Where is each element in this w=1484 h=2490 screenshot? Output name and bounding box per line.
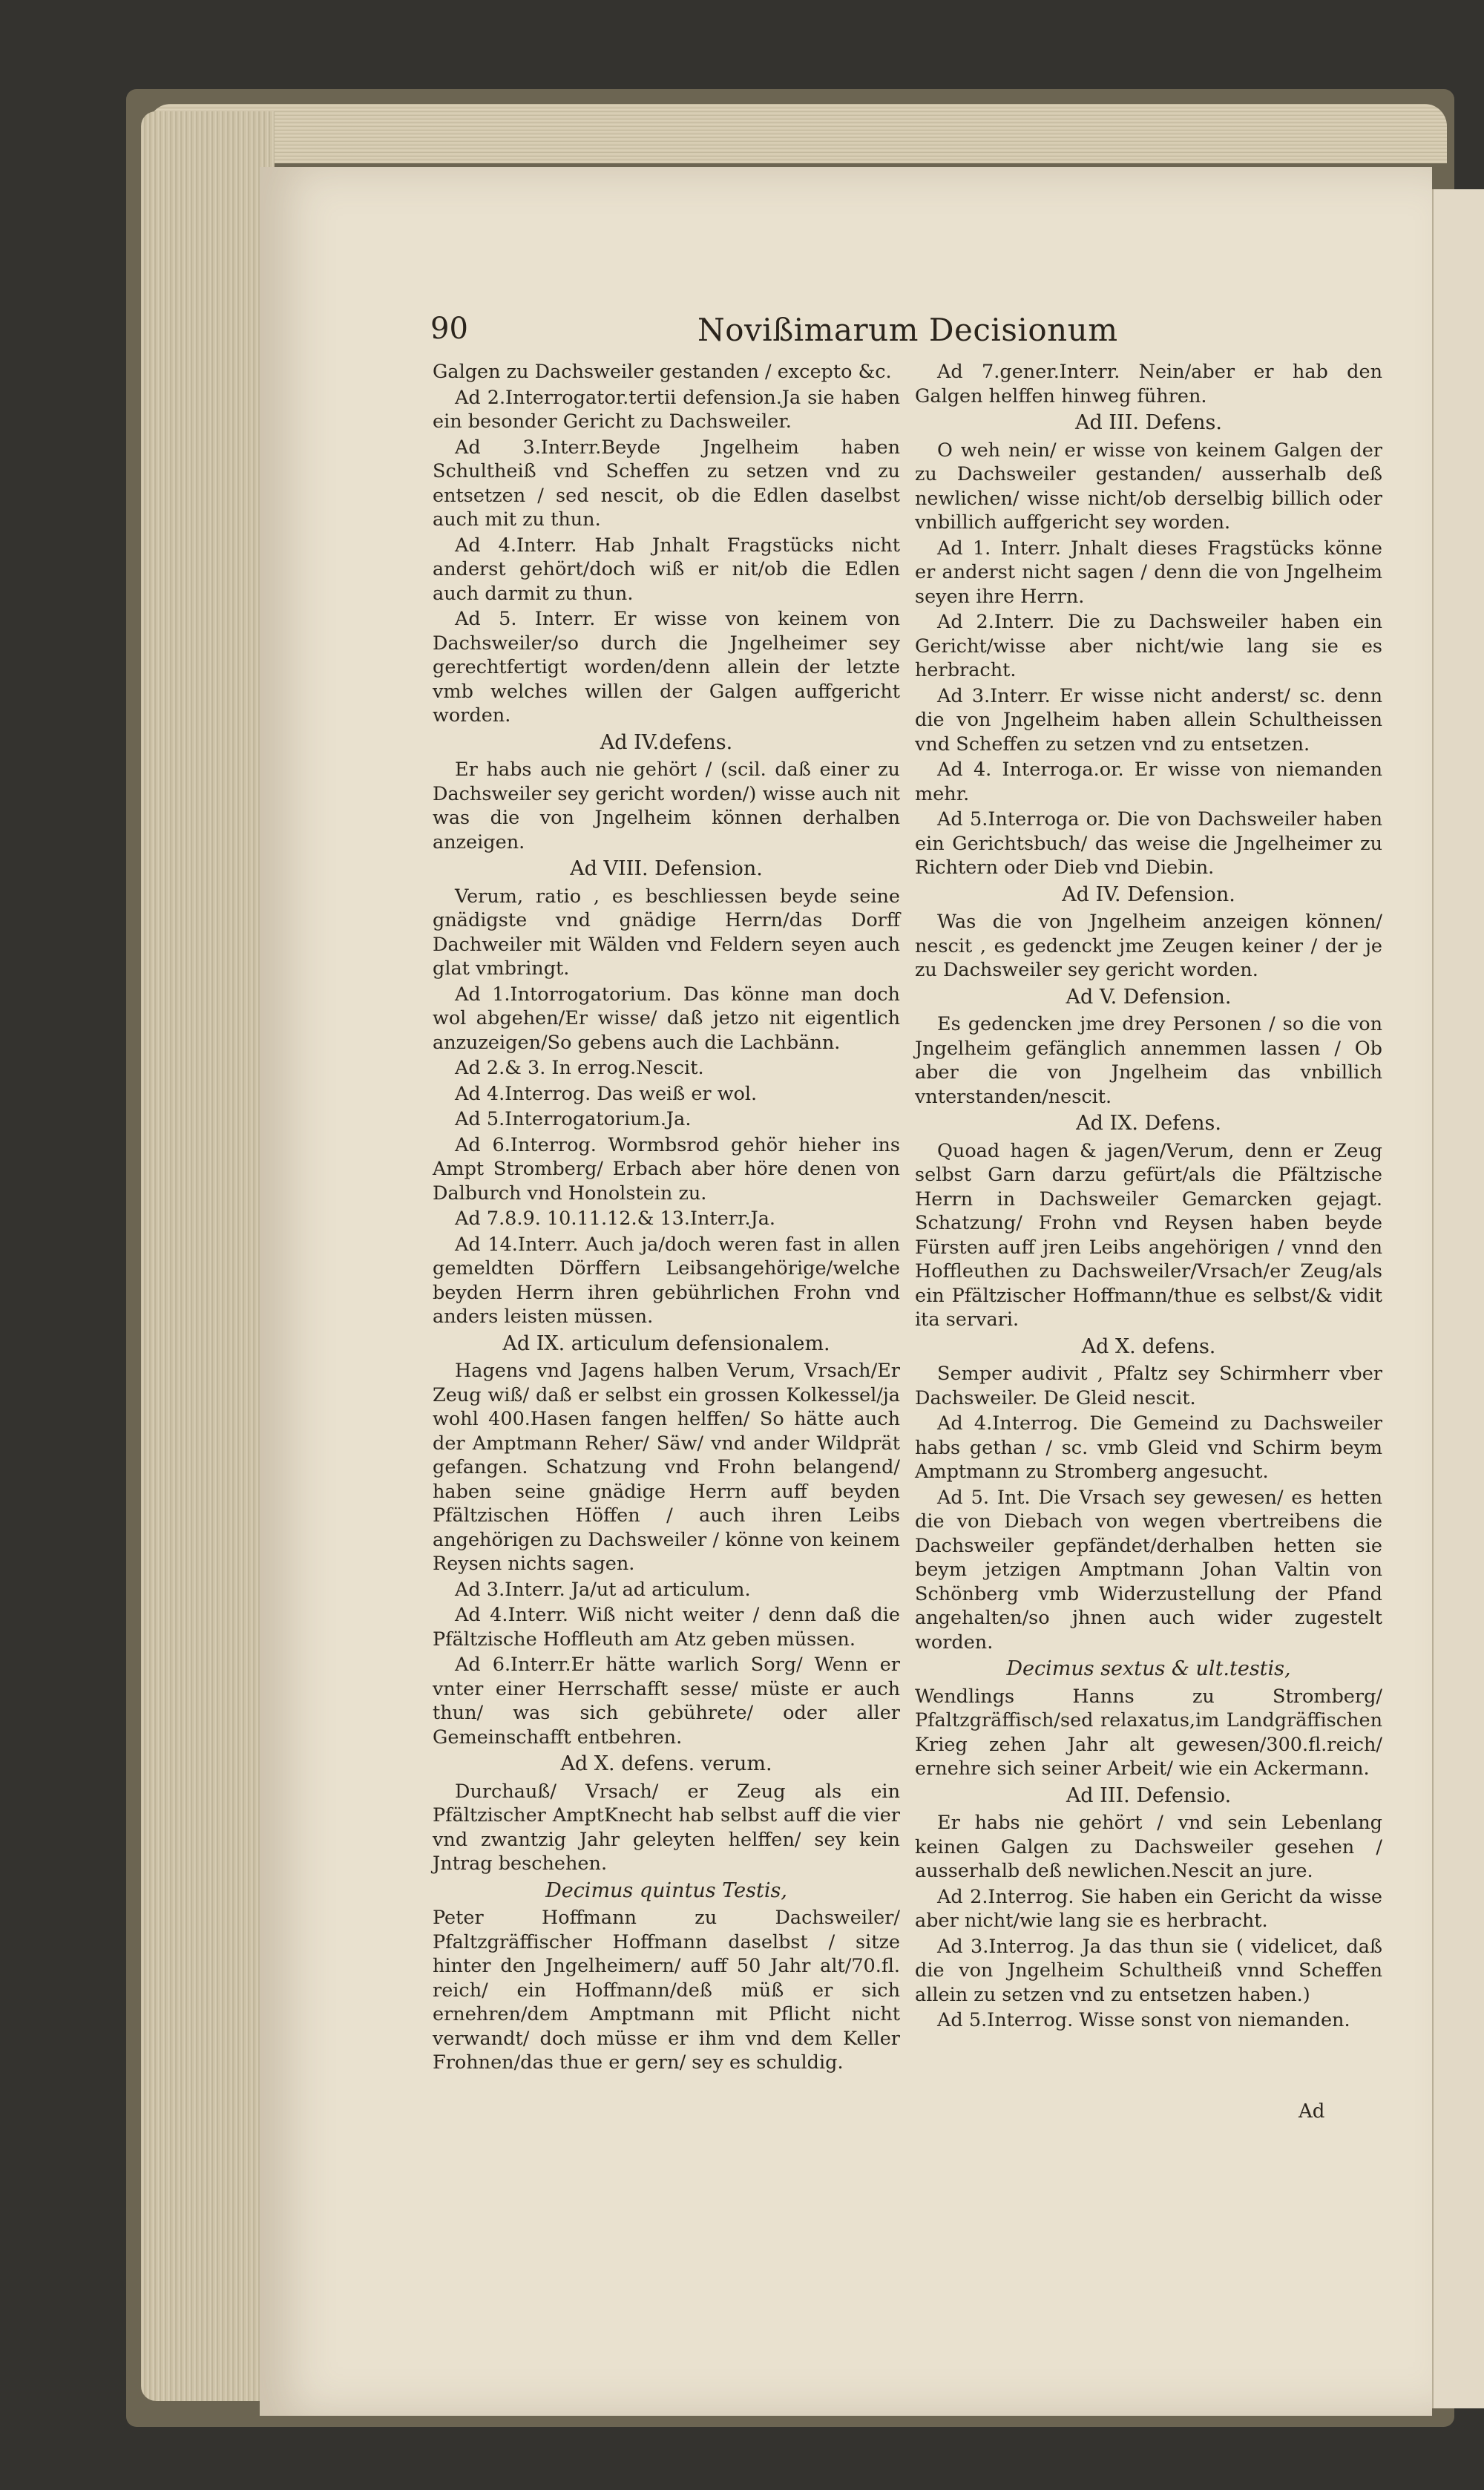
text-paragraph: Er habs auch nie gehört / (scil. daß einer zu Dachsweiler sey gericht worden/) wisse auch nit was die von Jngelheim können derhalben anzeigen. bbox=[433, 759, 900, 854]
text-paragraph: Quoad hagen & jagen/Verum, denn er Zeug selbst Garn darzu gefürt/als die Pfältzische Herrn in Dachsweiler Gemarcken gejagt. Schatzung/ Frohn vnd Reysen haben beyde Fürsten auff jren Leibs angehörigen / vnnd den Hoffleuthen zu Dachsweiler/Vrsach/er Zeug/als ein Pfältzischer Hoffmann/thue es selbst/& vidit ita servari. bbox=[915, 1139, 1382, 1331]
text-paragraph: Ad 4.Interrog. Die Gemeind zu Dachsweiler habs gethan / sc. vmb Gleid vnd Schirm beym Amptmann zu Stromberg angesucht. bbox=[915, 1412, 1382, 1483]
text-paragraph: Er habs nie gehört / vnd sein Lebenlang keinen Galgen zu Dachsweiler gesehen / ausserhalb deß newlichen.Nescit an jure. bbox=[915, 1812, 1382, 1882]
text-paragraph: Durchauß/ Vrsach/ er Zeug als ein Pfältzischer AmptKnecht hab selbst auff die vier vnd zwantzig Jahr geleyten helffen/ sey kein Jntrag beschehen. bbox=[433, 1780, 900, 1875]
text-paragraph: Ad 2.Interr. Die zu Dachsweiler haben ein Gericht/wisse aber nicht/wie lang sie es herbracht. bbox=[915, 611, 1382, 681]
section-heading: Ad IX. Defens. bbox=[1076, 1112, 1221, 1135]
text-paragraph: Ad 2.Interrog. Sie haben ein Gericht da wisse aber nicht/wie lang sie es herbracht. bbox=[915, 1885, 1382, 1932]
text-paragraph: Hagens vnd Jagens halben Verum, Vrsach/Er Zeug wiß/ daß er selbst ein grossen Kolkessel/ja wohl 400.Hasen fangen helffen/ So hätte auch der Amptmann Reher/ Säw/ vnd ander Wildprät gefangen. Schatzung vnd Frohn belangend/ haben seine gnädige Herrn auff beyden Pfältzischen Höffen / auch ihren Leibs angehörigen zu Dachsweiler / könne von keinem Reysen nichts sagen. bbox=[433, 1360, 900, 1575]
text-paragraph: Ad 6.Interr.Er hätte warlich Sorg/ Wenn er vnter einer Herrschafft sesse/ müste er auch thun/ was sich gebührete/ oder aller Gemeinschafft entbehren. bbox=[433, 1654, 900, 1749]
text-paragraph: Ad 14.Interr. Auch ja/doch weren fast in allen gemeldten Dörffern Leibsangehörige/welche beyden Herrn ihren gebührlichen Frohn vnd anders leisten müssen. bbox=[433, 1233, 900, 1328]
text-paragraph: Ad 3.Interr. Er wisse nicht anderst/ sc. denn die von Jngelheim haben allein Schultheissen vnd Scheffen zu setzen vnd zu entsetzen. bbox=[915, 684, 1382, 756]
section-heading: Ad III. Defens. bbox=[1075, 411, 1222, 434]
page-stack-top bbox=[148, 104, 1447, 163]
text-paragraph: Ad 5. Int. Die Vrsach sey gewesen/ es hetten die von Diebach von wegen vbertreibens die Dachsweiler gepfändet/derhalben hetten sie beym jetzigen Amptmann Johan Valtin von Schönberg vmb Widerzustellung der Pfand angehalten/so jhnen auch wider zugestelt worden. bbox=[915, 1486, 1382, 1654]
text-paragraph: Ad 6.Interrog. Wormbsrod gehör hieher ins Ampt Stromberg/ Erbach aber höre denen von Dalburch vnd Honolstein zu. bbox=[433, 1133, 900, 1205]
section-heading: Ad IV. Defension. bbox=[1062, 882, 1235, 906]
page-header bbox=[430, 312, 1395, 364]
text-paragraph: Ad 7.8.9. 10.11.12.& 13.Interr.Ja. bbox=[455, 1208, 776, 1230]
section-heading: Ad V. Defension. bbox=[1066, 985, 1232, 1009]
text-paragraph: Semper audivit , Pfaltz sey Schirmherr vber Dachsweiler. De Gleid nescit. bbox=[915, 1363, 1382, 1409]
right-text-column bbox=[915, 360, 1382, 2034]
text-paragraph: Ad 5. Interr. Er wisse von keinem von Dachsweiler/so durch die Jngelheimer sey gerechtfertigt worden/denn allein der letzte vmb welches willen der Galgen auffgericht worden. bbox=[433, 608, 900, 727]
text-paragraph: Was die von Jngelheim anzeigen können/ nescit , es gedenckt jme Zeugen keiner / der je zu Dachsweiler sey gericht worden. bbox=[915, 911, 1382, 981]
text-paragraph: Ad 7.gener.Interr. Nein/aber er hab den Galgen helffen hinweg führen. bbox=[915, 361, 1382, 407]
text-paragraph: Galgen zu Dachsweiler gestanden / excepto &c. bbox=[433, 361, 892, 383]
text-paragraph: Ad 2.Interrogator.tertii defension.Ja sie haben ein besonder Gericht zu Dachsweiler. bbox=[433, 386, 900, 433]
section-heading: Decimus quintus Testis, bbox=[545, 1878, 787, 1902]
text-paragraph: Ad 4.Interr. Wiß nicht weiter / denn daß die Pfältzische Hoffleuth am Atz geben müssen. bbox=[433, 1604, 900, 1651]
section-heading: Ad X. defens. bbox=[1081, 1334, 1216, 1358]
text-paragraph: Ad 3.Interr.Beyde Jngelheim haben Schultheiß vnd Scheffen zu setzen vnd zu entsetzen / sed nescit, ob die Edlen daselbst auch mit zu thun. bbox=[433, 436, 900, 531]
text-paragraph: Ad 1. Interr. Jnhalt dieses Fragstücks könne er anderst nicht sagen / denn die von Jngelheim seyen ihre Herrn. bbox=[915, 537, 1382, 608]
text-paragraph: Verum, ratio , es beschliessen beyde seine gnädigste vnd gnädige Herrn/das Dorff Dachweiler mit Wälden vnd Feldern seyen auch glat vmbringt. bbox=[433, 885, 900, 980]
text-paragraph: O weh nein/ er wisse von keinem Galgen der zu Dachsweiler gestanden/ ausserhalb deß newlichen/ wisse nicht/ob derselbig billich oder vnbillich auffgericht sey worden. bbox=[915, 439, 1382, 534]
text-paragraph: Es gedencken jme drey Personen / so die von Jngelheim gefänglich annemmen lassen / Ob aber die von Jngelheim das vnbillich vnterstanden/nescit. bbox=[915, 1013, 1382, 1108]
section-heading: Ad X. defens. verum. bbox=[560, 1752, 772, 1775]
text-paragraph: Ad 4. Interroga.or. Er wisse von niemanden mehr. bbox=[915, 759, 1382, 805]
page-number: 90 bbox=[430, 312, 468, 346]
left-text-column bbox=[433, 360, 900, 2077]
catchword: Ad bbox=[1298, 2100, 1325, 2123]
section-heading: Ad IX. articulum defensionalem. bbox=[502, 1331, 830, 1355]
text-paragraph: Ad 2.& 3. In errog.Nescit. bbox=[455, 1057, 704, 1079]
facing-page-edge bbox=[1432, 189, 1484, 2408]
running-title: Novißimarum Decisionum bbox=[697, 312, 1118, 348]
text-paragraph: Ad 4.Interr. Hab Jnhalt Fragstücks nicht anderst gehört/doch wiß er nit/ob die Edlen auch darmit zu thun. bbox=[433, 534, 900, 605]
page-stack-edge bbox=[141, 111, 275, 2401]
section-heading: Ad VIII. Defension. bbox=[570, 857, 763, 880]
section-heading: Ad III. Defensio. bbox=[1066, 1783, 1232, 1807]
text-paragraph: Ad 3.Interr. Ja/ut ad articulum. bbox=[455, 1578, 751, 1601]
text-paragraph: Peter Hoffmann zu Dachsweiler/ Pfaltzgräffischer Hoffmann daselbst / sitze hinter den Jngelheimern/ auff 50 Jahr alt/70.fl. reich/ ein Hoffmann/deß müß er sich ernehren/dem Amptmann mit Pflicht nicht verwandt/ doch müsse er ihm vnd dem Keller Frohnen/das thue er gern/ sey es schuldig. bbox=[433, 1907, 900, 2074]
text-paragraph: Ad 1.Intorrogatorium. Das könne man doch wol abgehen/Er wisse/ daß jetzo nit eigentlich anzuzeigen/So gebens auch die Lachbänn. bbox=[433, 983, 900, 1054]
text-paragraph: Ad 5.Interrog. Wisse sonst von niemanden. bbox=[937, 2009, 1350, 2031]
text-paragraph: Wendlings Hanns zu Stromberg/ Pfaltzgräffisch/sed relaxatus,im Landgräffischen Krieg zehen Jahr alt gewesen/300.fl.reich/ ernehre sich seiner Arbeit/ wie ein Ackermann. bbox=[915, 1685, 1382, 1780]
section-heading: Decimus sextus & ult.testis, bbox=[1006, 1657, 1291, 1680]
text-paragraph: Ad 5.Interrogatorium.Ja. bbox=[455, 1108, 692, 1130]
text-paragraph: Ad 4.Interrog. Das weiß er wol. bbox=[455, 1082, 758, 1105]
text-paragraph: Ad 3.Interrog. Ja das thun sie ( videlicet, daß die von Jngelheim Schultheiß vnnd Scheffen allein zu setzen vnd zu entsetzen haben.) bbox=[915, 1935, 1382, 2006]
text-paragraph: Ad 5.Interroga or. Die von Dachsweiler haben ein Gerichtsbuch/ das weise die Jngelheimer zu Richtern oder Dieb vnd Diebin. bbox=[915, 808, 1382, 879]
section-heading: Ad IV.defens. bbox=[600, 730, 733, 754]
